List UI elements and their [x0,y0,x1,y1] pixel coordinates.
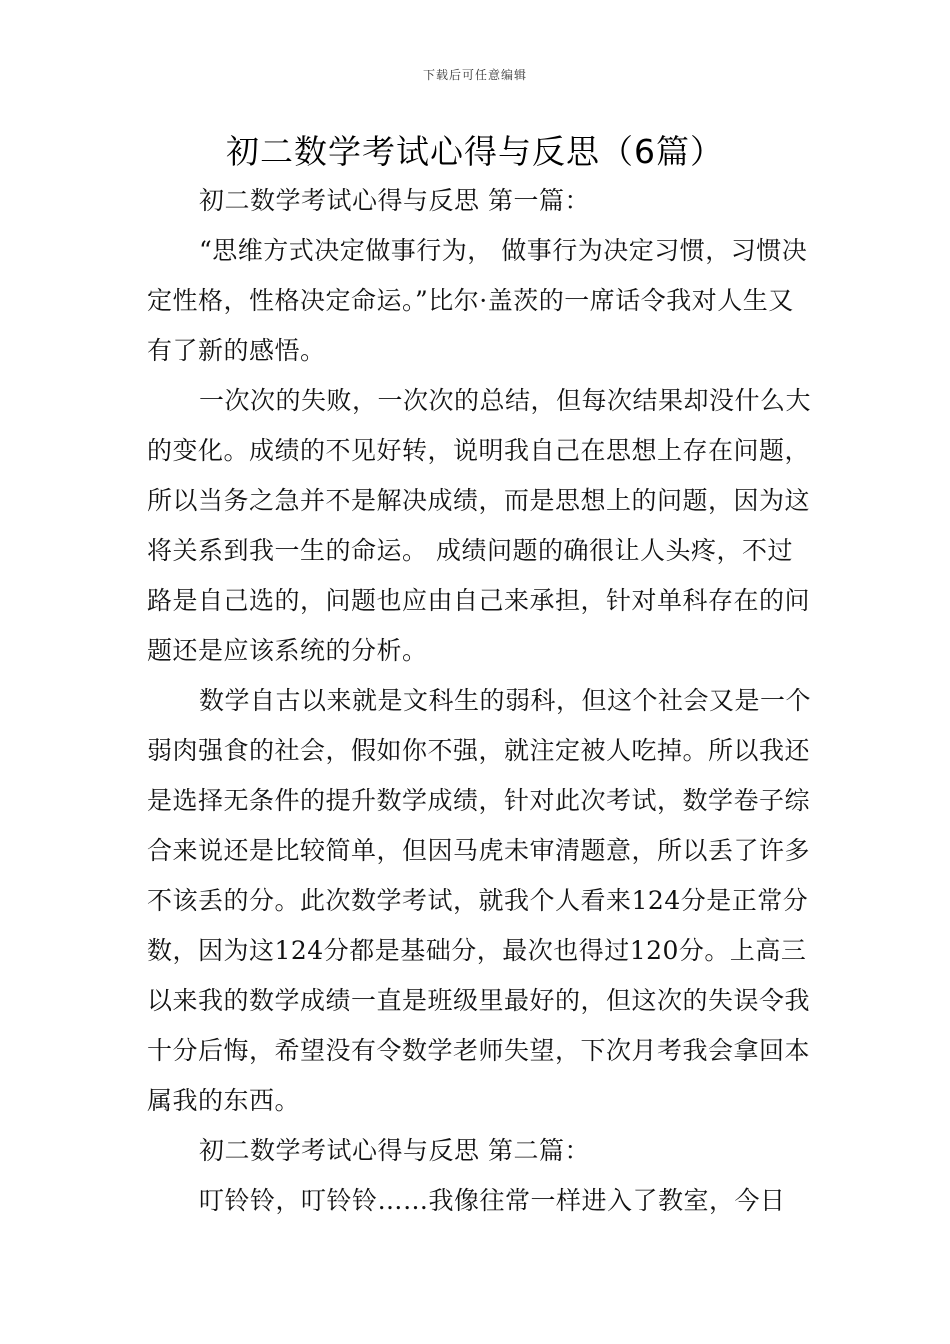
paragraph-4: 叮铃铃，叮铃铃……我像往常一样进入了教室，今日 [199,1186,786,1215]
paragraph-1: “思维方式决定做事行为， 做事行为决定习惯，习惯决定性格，性格决定命运。”比尔·盖茨的一席话令我对人生又有了新的感悟。 [147,236,808,365]
section-heading-2: 初二数学考试心得与反思 第二篇： [199,1136,590,1165]
document-title: 初二数学考试心得与反思（6篇） [226,132,724,171]
paragraph-3: 数学自古以来就是文科生的弱科，但这个社会又是一个弱肉强食的社会，假如你不强，就注定被人吃掉。所以我还是选择无条件的提升数学成绩，针对此次考试，数学卷子综合来说还是比较简单，但因马虎未审清题意，所以丢了许多不该丢的分。此次数学考试，就我个人看来124分是正常分数，因为这124分都是基础分，最次也得过120分。上高三以来我的数学成绩一直是班级里最好的，但这次的失误令我十分后悔，希望没有令数学老师失望，下次月考我会拿回本属我的东西。 [147,686,812,1115]
document-body [147,176,813,1226]
section-heading-1: 初二数学考试心得与反思 第一篇： [199,186,590,215]
header-note: 下载后可任意编辑 [422,68,527,82]
paragraph-2: 一次次的失败，一次次的总结，但每次结果却没什么大的变化。成绩的不见好转，说明我自己在思想上存在问题，所以当务之急并不是解决成绩，而是思想上的问题，因为这将关系到我一生的命运。 成绩问题的确很让人头疼，不过路是自己选的，问题也应由自己来承担，针对单科存在的问题还是应该系统的分析。 [147,386,812,665]
